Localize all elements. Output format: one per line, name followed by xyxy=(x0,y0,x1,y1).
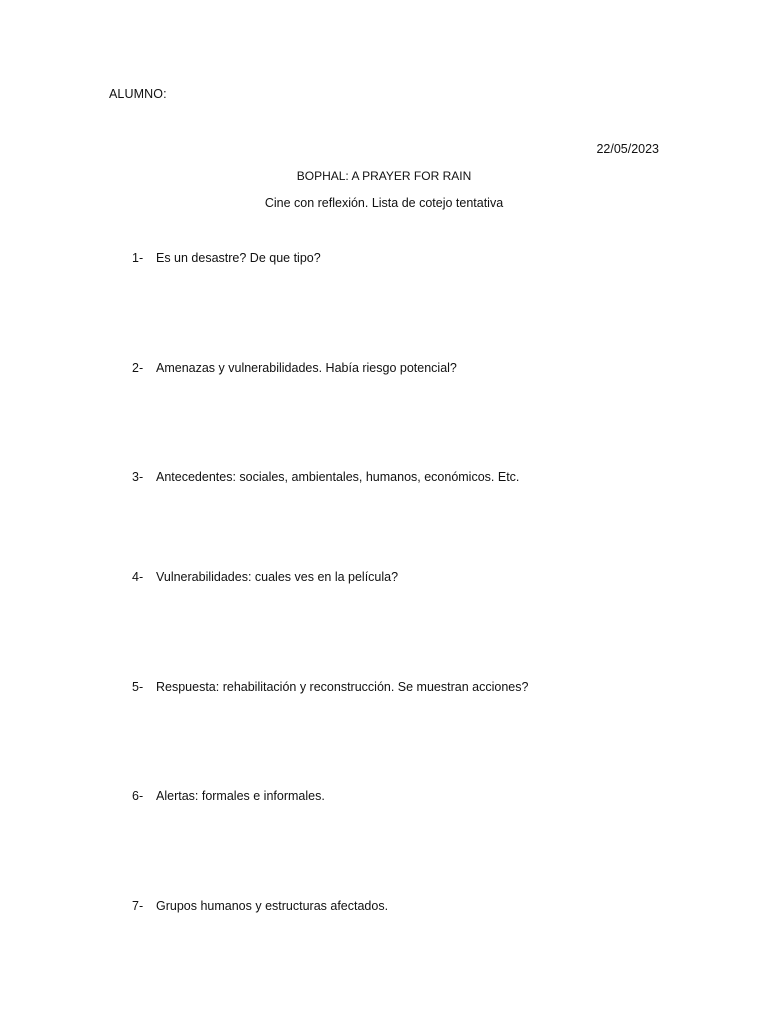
question-item-6 xyxy=(132,789,325,803)
question-item-4 xyxy=(132,570,398,584)
question-number: 6- xyxy=(132,789,144,803)
question-item-5 xyxy=(132,680,528,694)
question-text: Alertas: formales e informales. xyxy=(156,789,325,803)
question-number: 4- xyxy=(132,570,144,584)
document-subtitle: Cine con reflexión. Lista de cotejo tentativa xyxy=(264,196,504,210)
question-number: 7- xyxy=(132,899,144,913)
question-text: Es un desastre? De que tipo? xyxy=(156,251,321,265)
question-text: Amenazas y vulnerabilidades. Había riesgo potencial? xyxy=(156,361,457,375)
question-text: Respuesta: rehabilitación y reconstrucción. Se muestran acciones? xyxy=(156,680,529,694)
question-text: Vulnerabilidades: cuales ves en la película? xyxy=(156,570,399,584)
question-text: Antecedentes: sociales, ambientales, humanos, económicos. Etc. xyxy=(156,470,520,484)
question-number: 5- xyxy=(132,680,144,694)
question-item-1 xyxy=(132,251,321,265)
student-label: ALUMNO: xyxy=(109,87,167,101)
document-date: 22/05/2023 xyxy=(596,142,659,156)
document-title: BOPHAL: A PRAYER FOR RAIN xyxy=(296,169,472,183)
question-text: Grupos humanos y estructuras afectados. xyxy=(156,899,389,913)
question-number: 1- xyxy=(132,251,144,265)
question-number: 2- xyxy=(132,361,144,375)
question-item-7 xyxy=(132,899,388,913)
question-number: 3- xyxy=(132,470,144,484)
question-item-2 xyxy=(132,361,457,375)
question-item-3 xyxy=(132,470,519,484)
